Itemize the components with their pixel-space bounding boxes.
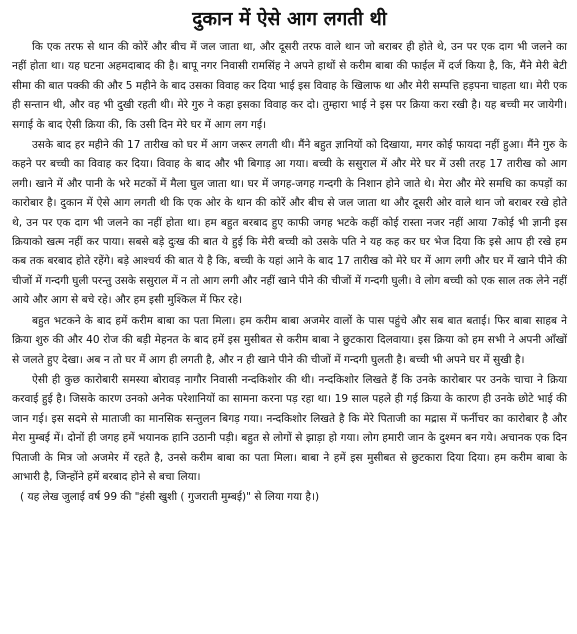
source-note: ( यह लेख जुलाई वर्ष 99 की "हंसी खुशी ( गुजराती मुम्बई)" से लिया गया है।) [20, 491, 320, 504]
paragraph-4: ऐसी ही कुछ कारोबारी समस्या बोरावड़ नागौर निवासी नन्दकिशोर की थी। नन्दकिशोर लिखते हैं कि उनके कारोबार पर उनके चाचा ने क्रिया करवाई हुई है। जिसके कारण उनको अनेक परेशानियों का सामना करना पड़ रहा था। 19 साल पहले ही गई क्रिया के कारण ही उनके छोटे भाई की जान गई। इस सदमे से माताजी का मानसिक सन्तुलन बिगड़ गया। नन्दकिशोर लिखते है कि मेरे पिताजी का मद्रास में फर्नीचर का कारोबार है और मेरा मुम्बई में। दोनों ही जगह हमें भयानक हानि उठानी पड़ी। बहुत से लोगों से झाड़ा हो गया। लोग हमारी जान के दुश्मन बन गये। अचानक एक दिन पिताजी के मित्र जो अजमेर में रहते है, उनसे करीम बाबा का पता मिला। बाबा ने हमें इस मुसीबत से छुटकारा दिया दिया। हम करीम बाबा के आभारी है, जिन्होंने हमें बरबाद होने से बचा लिया। [12, 373, 567, 483]
paragraph-1: कि एक तरफ से थान की कोरें और बीच में जल जाता था, और दूसरी तरफ वाले थान जो बराबर ही होते थे, उन पर एक दाग भी जलने का नहीं होता था। यह घटना अहमदाबाद की है। बापू नगर निवासी रामसिंह ने अपने हाथों से करीम बाबा की फाईल में दर्ज किया है, कि, मैंने मेरी बेटी सीमा की बात पक्की की और 5 महीने के बाद उसका विवाह कर दिया भाई इस विवाह के खिलाफ था और मेरी सम्पत्ति हड़पना चाहता था। मेरी एक ही सन्तान थी, और वह भी दुखी रहती थी। मेरे गुरु ने कहा इसका विवाह कर दो। तुम्हारा भाई ने इस पर क्रिया करा रखी है। यह बच्ची मर जायेगी। सगाई के बाद ऐसी क्रिया की, कि उसी दिन मेरे घर में आग लग गई। [12, 41, 567, 131]
paragraph-3: बहुत भटकने के बाद हमें करीम बाबा का पता मिला। हम करीम बाबा अजमेर वालों के पास पहुंचे और सब बात बताई। फिर बाबा साहब ने क्रिया शुरु की और 40 रोज की बड़ी मेहनत के बाद हमें इस मुसीबत से करीम बाबा ने छुटकारा दिलवाया। इस क्रिया को हम सभी ने अपनी आँखों से जलते हुए देखा। अब न तो घर में आग ही लगती है, और न ही खाने पीने की चीजों में गन्दगी घुलती है। बच्ची भी अपने घर में सुखी है। [12, 314, 567, 366]
article-title: दुकान में ऐसे आग लगती थी [192, 8, 387, 30]
paragraph-2: उसके बाद हर महीने की 17 तारीख को घर में आग जरूर लगती थी। मैंने बहुत ज्ञानियों को दिखाया, मगर कोई फायदा नहीं हुआ। मैंने गुरु के कहने पर बच्ची का विवाह कर दिया। विवाह के बाद और भी बिगाड़ आ गया। बच्ची के ससुराल में और मेरे घर में उसी तरह 17 तारीख को आग लगी। खाने में और पानी के भरे मटकों में मैला घुल जाता था। घर में जगह-जगह गन्दगी के निशान होने जाते थे। मेरा और मेरे समधि का कपड़ों का कारोबार है। दुकान में ऐसे आग लगती थी कि एक ओर के थान की कोरें और बीच से जल जाता था और दूसरी ओर वाले थान जो बराबर रखे होते थे, उन पर एक दाग भी जलने का नहीं होता था। हम बहुत बरबाद हुए काफी जगह भटके कहीं कोई रास्ता नजर नहीं आया 7कोई भी ज्ञानी इस क्रियाको खत्म नहीं कर पाया। सबसे बड़े दुःख की बात ये हुई कि मेरी बच्ची को उसके पति ने यह कह कर घर भेज दिया कि इसे आप ही रखे हम कब तक बरबाद होते रहेंगे। बड़े आश्चर्य की बात ये है कि, बच्ची के यहां आने के बाद 17 तारीख को मेरे घर में आग लगी और घर में खाने पीने की चीजों में गन्दगी घुली परन्तु उसके ससुराल में न तो आग लगी और नहीं खाने पीने की चीजों में गन्दगी घुली। वे लोग बच्ची को एक साल तक लेने नहीं आये और आग से बचे रहे। और हम इसी मुश्किल में फिर रहे। [12, 139, 568, 307]
